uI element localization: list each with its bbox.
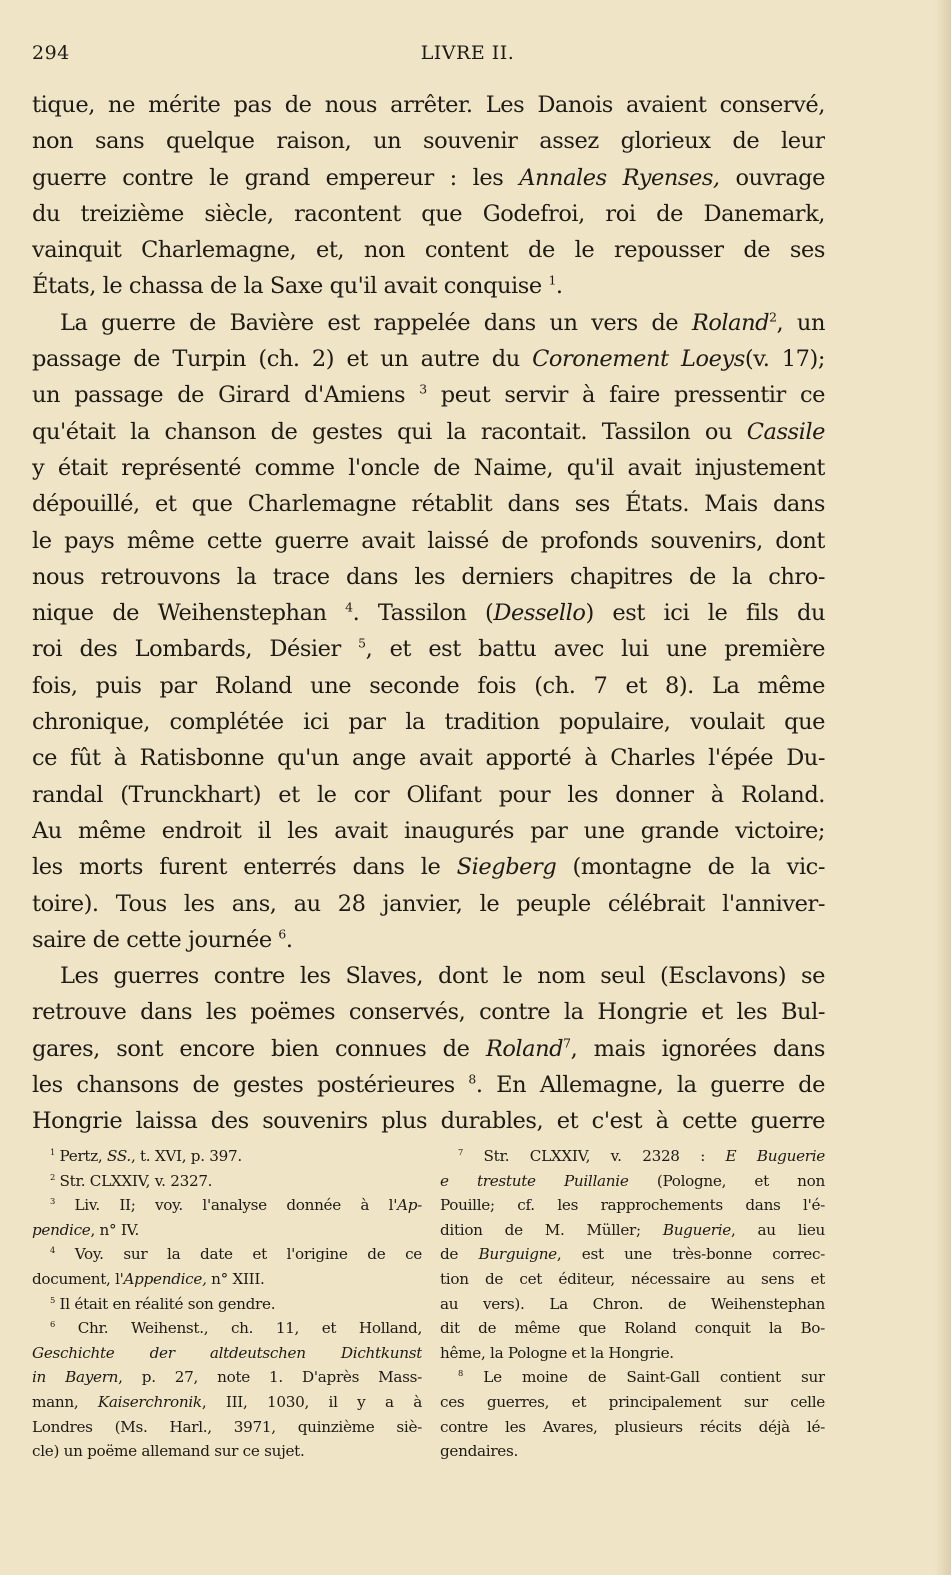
text-line: non sans quelque raison, un souvenir assez glorieux de leur — [32, 128, 825, 155]
page-number: 294 — [32, 42, 70, 64]
footnote-continued: de Burguigne, est une très-bonne correc- — [440, 1245, 825, 1264]
text-line: passage de Turpin (ch. 2) et un autre du Coronement Loeys(v. 17); — [32, 346, 825, 373]
footnotes-right-column — [440, 1144, 825, 1464]
text-line: vainquit Charlemagne, et, non content de le repousser de ses — [32, 237, 825, 264]
text-line: La guerre de Bavière est rappelée dans un vers de Roland$^2$, un — [60, 309, 825, 336]
text-line: saire de cette journée $^6$. — [32, 926, 293, 953]
text-line: dépouillé, et que Charlemagne rétablit dans ses États. Mais dans — [32, 491, 825, 518]
footnote-continued: dit de même que Roland conquit la Bo- — [440, 1319, 825, 1338]
text-line: ce fût à Ratisbonne qu'un ange avait apporté à Charles l'épée Du- — [32, 745, 825, 772]
footnote-ref: 2 — [769, 310, 777, 325]
footnote: $^6$ Chr. Weihenst., ch. 11, et Holland, — [50, 1319, 422, 1338]
footnote-ref: 5 — [358, 636, 366, 651]
text-line: retrouve dans les poëmes conservés, contre la Hongrie et les Bul- — [32, 999, 825, 1026]
footnote-continued: Geschichte der altdeutschen Dichtkunst — [32, 1343, 422, 1362]
footnote: $^1$ Pertz, SS., t. XVI, p. 397. — [50, 1146, 242, 1165]
text-line: roi des Lombards, Désier $^5$, et est battu avec lui une première — [32, 636, 825, 663]
footnote-continued: Pouille; cf. les rapprochements dans l'é- — [440, 1196, 825, 1215]
footnote-continued: contre les Avares, plusieurs récits déjà lé- — [440, 1417, 825, 1436]
running-header — [32, 42, 903, 72]
footnote-continued: e trestute Puillanie (Pologne, et non — [440, 1171, 825, 1190]
footnote-continued: tion de cet éditeur, nécessaire au sens et — [440, 1269, 825, 1288]
running-title: LIVRE II. — [420, 42, 515, 64]
footnote-continued: gendaires. — [440, 1442, 518, 1461]
text-line: chronique, complétée ici par la tradition populaire, voulait que — [32, 709, 825, 736]
footnote: $^4$ Voy. sur la date et l'origine de ce — [50, 1245, 422, 1264]
footnote: $^2$ Str. CLXXIV, v. 2327. — [50, 1171, 213, 1190]
text-line: toire). Tous les ans, au 28 janvier, le peuple célébrait l'anniver- — [32, 890, 825, 917]
footnote-continued: au vers). La Chron. de Weihenstephan — [440, 1294, 825, 1313]
footnote-ref: 1 — [548, 273, 556, 288]
footnote: $^7$ Str. CLXXIV, v. 2328 : E Buguerie — [458, 1146, 825, 1165]
footnote-continued: in Bayern, p. 27, note 1. D'après Mass- — [32, 1368, 422, 1387]
text-line: nous retrouvons la trace dans les derniers chapitres de la chro- — [32, 563, 825, 590]
footnote-ref: 3 — [419, 382, 427, 397]
footnote-continued: mann, Kaiserchronik, III, 1030, il y a à — [32, 1392, 422, 1411]
text-line: randal (Trunckhart) et le cor Olifant pour les donner à Roland. — [32, 781, 825, 808]
footnote-continued: dition de M. Müller; Buguerie, au lieu — [440, 1220, 825, 1239]
text-line: tique, ne mérite pas de nous arrêter. Les Danois avaient conservé, — [32, 92, 825, 118]
text-line: du treizième siècle, racontent que Godefroi, roi de Danemark, — [32, 200, 825, 227]
text-line: fois, puis par Roland une seconde fois (ch. 7 et 8). La même — [32, 672, 825, 699]
footnote-continued: pendice, n° IV. — [32, 1220, 140, 1239]
page-edge-shadow — [935, 0, 951, 1575]
footnote-continued: document, l'Appendice, n° XIII. — [32, 1269, 265, 1288]
text-line: États, le chassa de la Saxe qu'il avait conquise $^1$. — [32, 273, 563, 300]
main-text — [32, 87, 825, 1140]
text-line: les chansons de gestes postérieures $^8$. En Allemagne, la guerre de — [32, 1072, 825, 1099]
text-line: y était représenté comme l'oncle de Naime, qu'il avait injustement — [32, 454, 825, 481]
text-line: qu'était la chanson de gestes qui la racontait. Tassilon ou Cassile — [32, 418, 825, 445]
text-line: guerre contre le grand empereur : les Annales Ryenses, ouvrage — [32, 164, 825, 191]
footnote-ref: 6 — [278, 927, 286, 942]
footnote-ref: 8 — [468, 1072, 476, 1087]
footnote-continued: hême, la Pologne et la Hongrie. — [440, 1343, 674, 1362]
footnote-continued: Londres (Ms. Harl., 3971, quinzième siè- — [32, 1417, 422, 1436]
text-line: le pays même cette guerre avait laissé de profonds souvenirs, dont — [32, 527, 825, 554]
text-line: Les guerres contre les Slaves, dont le nom seul (Esclavons) se — [60, 963, 825, 990]
text-line: gares, sont encore bien connues de Roland$^7$, mais ignorées dans — [32, 1035, 825, 1062]
text-line: Hongrie laissa des souvenirs plus durables, et c'est à cette guerre — [32, 1108, 825, 1135]
footnote: $^8$ Le moine de Saint-Gall contient sur — [458, 1368, 825, 1387]
footnotes-left-column — [32, 1144, 422, 1464]
footnote-ref: 4 — [345, 600, 353, 615]
text-line: nique de Weihenstephan $^4$. Tassilon (Dessello) est ici le fils du — [32, 600, 825, 627]
footnote-continued: ces guerres, et principalement sur celle — [440, 1392, 825, 1411]
footnote-ref: 7 — [563, 1036, 571, 1051]
text-line: Au même endroit il les avait inaugurés par une grande victoire; — [32, 817, 825, 844]
text-line: un passage de Girard d'Amiens $^3$ peut servir à faire pressentir ce — [32, 382, 825, 409]
text-line: les morts furent enterrés dans le Siegberg (montagne de la vic- — [32, 854, 825, 881]
footnote: $^3$ Liv. II; voy. l'analyse donnée à l'Ap- — [50, 1196, 422, 1215]
footnote: $^5$ Il était en réalité son gendre. — [50, 1294, 276, 1313]
footnote-continued: cle) un poëme allemand sur ce sujet. — [32, 1442, 305, 1461]
